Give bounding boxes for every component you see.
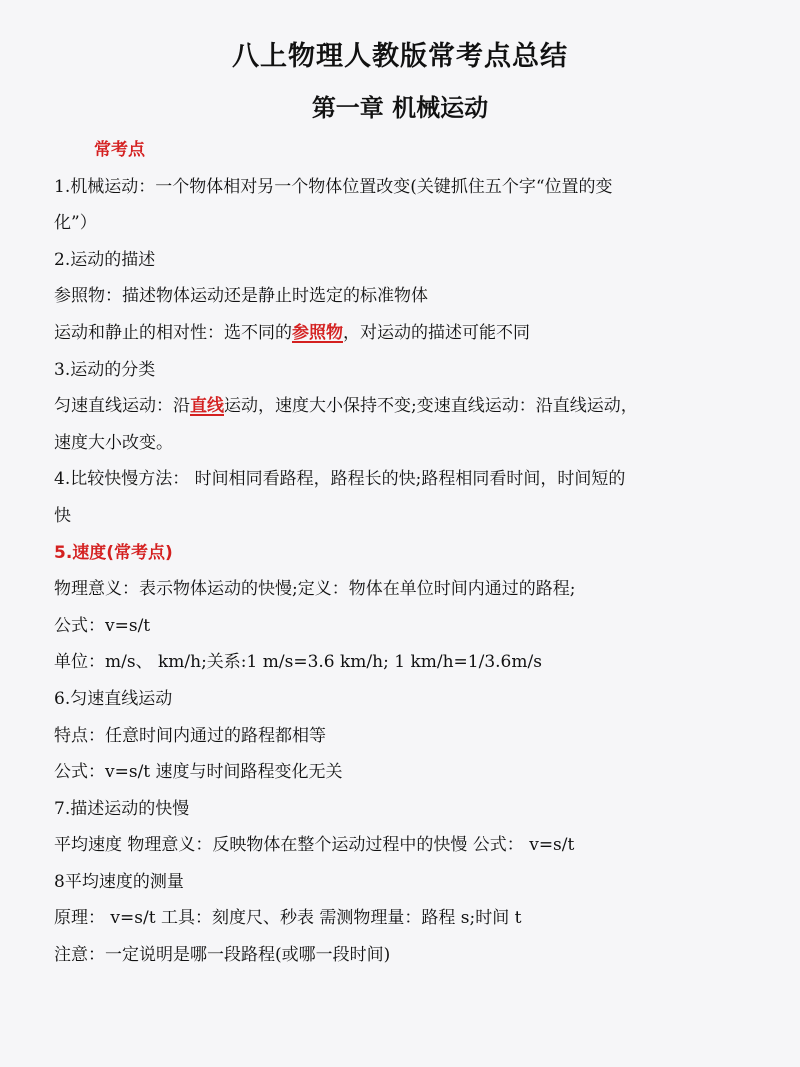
text-line: 原理： v=s/t 工具：刻度尺、秒表 需测物理量：路程 s;时间 t	[54, 908, 522, 929]
text-line: 1.机械运动：一个物体相对另一个物体位置改变(关键抓住五个字“位置的变	[54, 176, 613, 197]
text-segment: ，对运动的描述可能不同	[343, 322, 530, 343]
text-line: 公式：v=s/t 速度与时间路程变化无关	[54, 762, 343, 783]
text-line: 8平均速度的测量	[54, 871, 184, 892]
text-line	[54, 315, 760, 352]
text-segment: 运动和静止的相对性：选不同的	[54, 322, 292, 343]
text-line: 物理意义：表示物体运动的快慢;定义：物体在单位时间内通过的路程;	[54, 579, 576, 600]
text-line	[54, 388, 760, 425]
section-heading-key-points: 常考点	[94, 140, 145, 160]
text-line: 公式：v=s/t	[54, 615, 151, 636]
text-segment: 匀速直线运动：沿	[54, 396, 190, 417]
text-line: 平均速度 物理意义：反映物体在整个运动过程中的快慢 公式： v=s/t	[54, 835, 575, 856]
text-line: 单位：m/s、 km/h;关系:1 m/s=3.6 km/h; 1 km/h=1/3.6m/s	[54, 652, 542, 673]
chapter-heading: 第一章 机械运动	[311, 94, 489, 122]
text-line: 3.运动的分类	[54, 359, 156, 380]
section-heading-speed: 5.速度(常考点)	[54, 542, 173, 563]
text-line: 参照物：描述物体运动还是静止时选定的标准物体	[54, 286, 428, 307]
text-line: 化”）	[54, 213, 97, 234]
text-line: 6.匀速直线运动	[54, 688, 173, 709]
text-line: 快	[54, 505, 71, 526]
text-line: 4.比较快慢方法： 时间相同看路程，路程长的快;路程相同看时间，时间短的	[54, 469, 626, 490]
page-title: 八上物理人教版常考点总结	[232, 41, 568, 72]
text-line: 注意：一定说明是哪一段路程(或哪一段时间)	[54, 945, 391, 966]
highlight-straight-line: 直线	[190, 396, 224, 417]
text-line: 2.运动的描述	[54, 249, 156, 270]
text-line: 速度大小改变。	[54, 432, 173, 453]
notes-body	[54, 132, 760, 974]
highlight-reference-object: 参照物	[292, 322, 343, 343]
text-segment: 运动，速度大小保持不变;变速直线运动：沿直线运动，	[224, 396, 638, 417]
text-line: 特点：任意时间内通过的路程都相等	[54, 725, 326, 746]
text-line: 7.描述运动的快慢	[54, 798, 190, 819]
